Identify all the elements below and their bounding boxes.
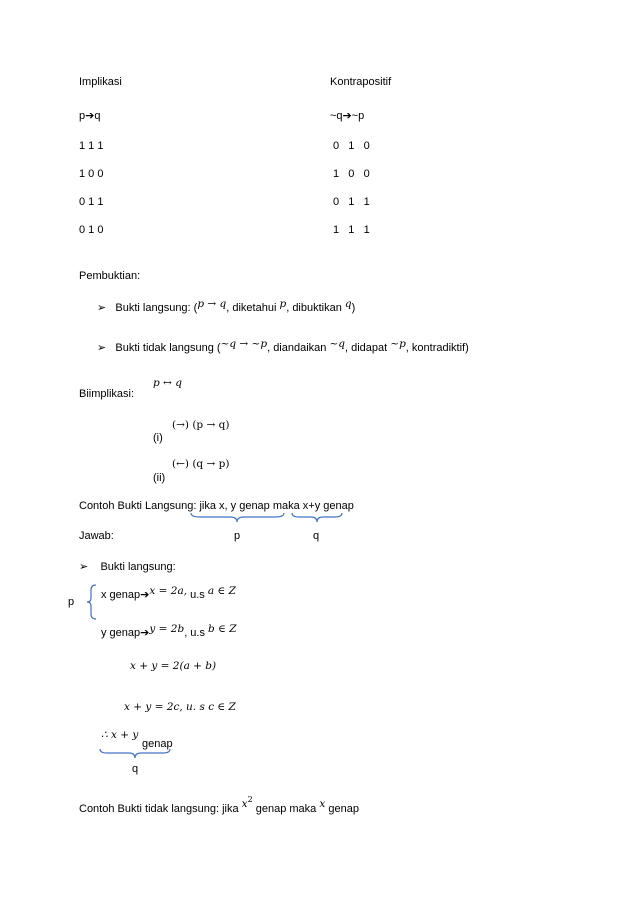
biimplikasi-label: Biimplikasi: bbox=[79, 388, 135, 400]
bukti-tidak-langsung-bullet bbox=[97, 338, 469, 355]
biimplikasi-item-label: (i) bbox=[153, 432, 163, 444]
bullet-text: , kontradiktif) bbox=[405, 342, 469, 354]
bullet-text: , didapat bbox=[345, 342, 388, 354]
math-expr: x bbox=[319, 798, 326, 810]
contoh-bukti-tidak-langsung bbox=[79, 795, 359, 816]
kontrapositif-row: 1 0 0 bbox=[333, 168, 370, 180]
math-expr: b ∈ Z bbox=[208, 623, 237, 635]
line-text: u.s bbox=[187, 589, 205, 601]
jawab-label: Jawab: bbox=[79, 530, 114, 542]
math-expr: a ∈ Z bbox=[207, 585, 236, 597]
math-expr: x bbox=[241, 798, 248, 810]
line-text: , u.s bbox=[184, 627, 205, 639]
math-expr: q bbox=[344, 298, 352, 310]
brace-q bbox=[291, 512, 343, 524]
brace-q-under bbox=[99, 748, 171, 760]
arrow-bullet-icon: ➢ bbox=[97, 302, 107, 314]
side-p-label: p bbox=[68, 596, 75, 608]
p-label: p bbox=[234, 530, 241, 542]
genap-label: genap bbox=[142, 738, 173, 750]
kontrapositif-row: 1 1 1 bbox=[333, 224, 370, 236]
bullet-text: , diandaikan bbox=[267, 342, 327, 354]
bukti-langsung-subbullet bbox=[79, 561, 176, 574]
y-genap-line bbox=[101, 623, 237, 640]
math-expr: ~q bbox=[329, 338, 345, 350]
q-under-label: q bbox=[132, 763, 139, 775]
math-expr: ~p bbox=[390, 338, 406, 350]
line-text: genap maka bbox=[255, 803, 317, 815]
arrow-bullet-icon: ➢ bbox=[97, 342, 107, 354]
math-expr: x = 2a, bbox=[149, 585, 188, 597]
biimplikasi-formula: p ↔ q bbox=[153, 377, 182, 389]
biimplikasi-item-formula: (→) (p → q) bbox=[172, 419, 230, 431]
bullet-label: Bukti langsung: ( bbox=[115, 302, 198, 314]
line-text: y genap bbox=[101, 627, 141, 639]
math-expr: ~q → ~p bbox=[220, 338, 268, 350]
pembuktian-heading: Pembuktian: bbox=[79, 270, 141, 282]
implikasi-formula: p➔q bbox=[79, 110, 101, 122]
implikasi-row: 0 1 0 bbox=[79, 224, 104, 236]
equation-sum: x + y = 2(a + b) bbox=[130, 660, 217, 672]
kontrapositif-row: 0 1 1 bbox=[333, 196, 370, 208]
kontrapositif-row: 0 1 0 bbox=[333, 140, 370, 152]
brace-left bbox=[86, 584, 98, 620]
line-text: genap bbox=[328, 803, 359, 815]
arrow-bullet-icon: ➢ bbox=[79, 561, 89, 573]
biimplikasi-item-label: (ii) bbox=[153, 472, 166, 484]
implikasi-row: 1 0 0 bbox=[79, 168, 104, 180]
kontrapositif-formula: ~q➔~p bbox=[330, 110, 365, 122]
arrow-right-icon: ➔ bbox=[140, 589, 150, 601]
line-text: Contoh Bukti tidak langsung: jika bbox=[79, 803, 239, 815]
bullet-label: Bukti langsung: bbox=[100, 561, 176, 573]
bullet-text: ) bbox=[351, 302, 356, 314]
bullet-label: Bukti tidak langsung ( bbox=[115, 342, 221, 354]
implikasi-header: Implikasi bbox=[79, 76, 122, 88]
superscript: 2 bbox=[247, 795, 253, 804]
brace-p bbox=[190, 512, 285, 524]
bullet-text: , diketahui bbox=[226, 302, 277, 314]
math-expr: p bbox=[279, 298, 287, 310]
math-expr: p → q bbox=[197, 298, 227, 310]
q-label: q bbox=[313, 530, 320, 542]
line-text: x genap bbox=[101, 589, 141, 601]
bullet-text: , dibuktikan bbox=[286, 302, 342, 314]
kontrapositif-header: Kontrapositif bbox=[330, 76, 392, 88]
contoh-bukti-langsung: Contoh Bukti Langsung: jika x, y genap maka x+y genap bbox=[79, 500, 354, 512]
biimplikasi-item-formula: (←) (q → p) bbox=[172, 458, 230, 470]
bukti-langsung-bullet bbox=[97, 298, 356, 315]
implikasi-row: 1 1 1 bbox=[79, 140, 104, 152]
equation-result: x + y = 2c, u. s c ∈ Z bbox=[124, 701, 236, 713]
therefore-expr: ∴ x + y bbox=[101, 729, 139, 741]
implikasi-row: 0 1 1 bbox=[79, 196, 104, 208]
x-genap-line bbox=[101, 585, 236, 602]
math-expr: y = 2b bbox=[149, 623, 185, 635]
arrow-right-icon: ➔ bbox=[140, 627, 150, 639]
